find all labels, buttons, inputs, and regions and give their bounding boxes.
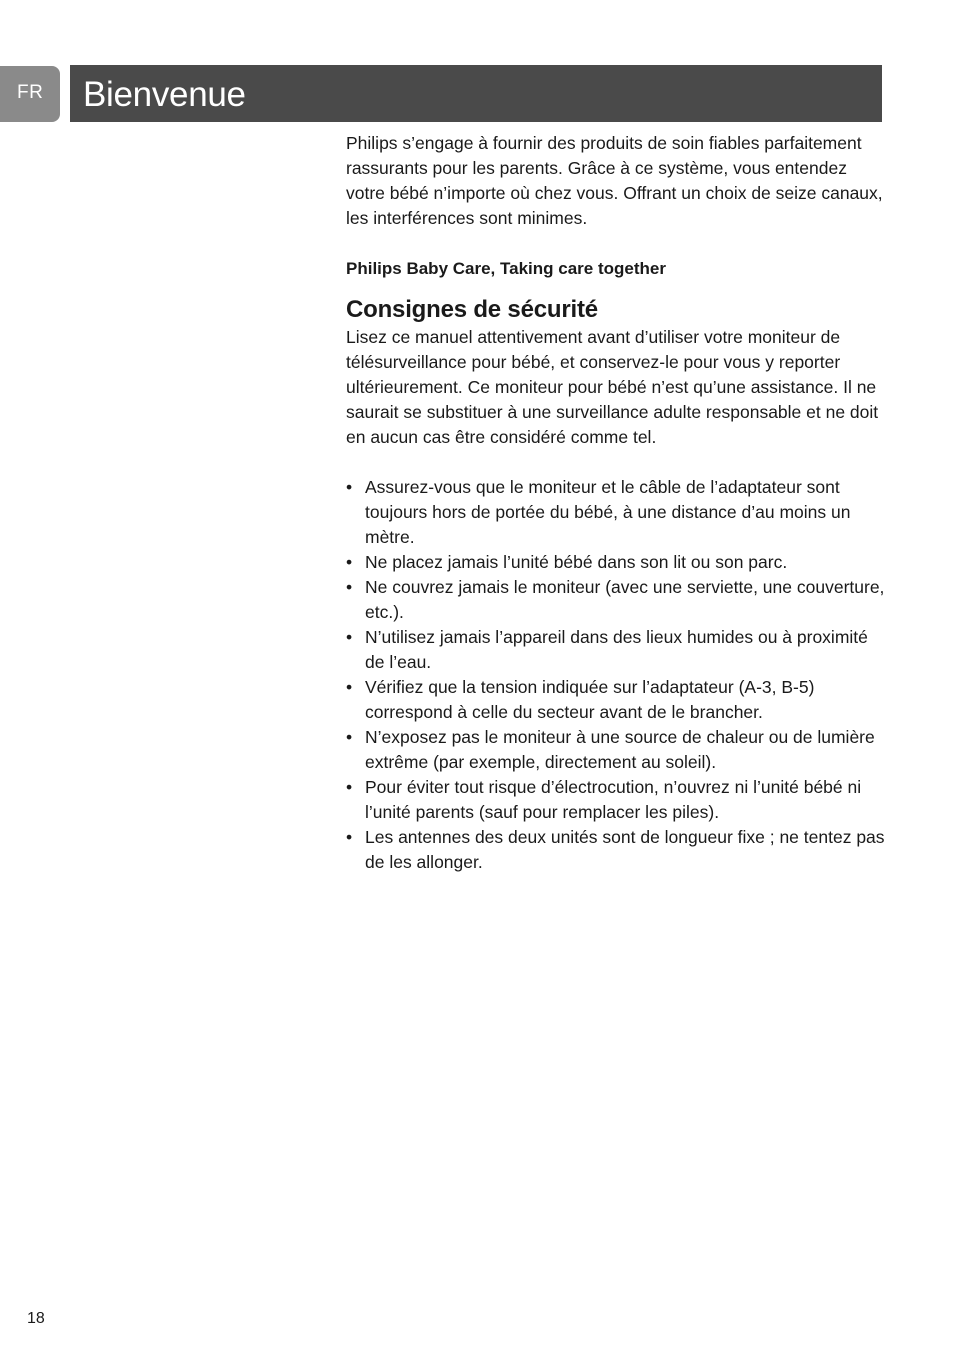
bullet-icon: • (346, 577, 353, 597)
list-item (346, 825, 886, 875)
tagline: Philips Baby Care, Taking care together (346, 259, 666, 278)
section-heading-safety: Consignes de sécurité (346, 296, 598, 323)
bullet-icon: • (346, 677, 353, 697)
bullet-icon: • (346, 727, 353, 747)
safety-list (346, 475, 886, 875)
list-item-text: Ne placez jamais l’unité bébé dans son lit ou son parc. (365, 552, 788, 572)
safety-paragraph: Lisez ce manuel attentivement avant d’utiliser votre moniteur de télésurveillance pour bébé, et conservez-le pour vous y reporter ultérieurement. Ce moniteur pour bébé n’est qu’une assistance. Il ne saurait se substituer à une surveillance adulte responsable et ne doit en aucun cas être considéré comme tel. (346, 327, 879, 447)
list-item (346, 625, 886, 675)
list-item-text: N’utilisez jamais l’appareil dans des lieux humides ou à proximité de l’eau. (365, 627, 868, 672)
list-item-text: Les antennes des deux unités sont de longueur fixe ; ne tentez pas de les allonger. (365, 827, 885, 872)
intro-paragraph: Philips s’engage à fournir des produits de soin fiables parfaitement rassurants pour les parents. Grâce à ce système, vous entendez votre bébé n’importe où chez vous. Offrant un choix de seize canaux, les interférences sont minimes. (346, 133, 883, 228)
main-content (346, 131, 886, 875)
page-title: Bienvenue (83, 75, 246, 114)
page-number: 18 (27, 1310, 45, 1327)
list-item-text: Ne couvrez jamais le moniteur (avec une serviette, une couverture, etc.). (365, 577, 885, 622)
list-item (346, 725, 886, 775)
list-item-text: Vérifiez que la tension indiquée sur l’adaptateur (A-3, B-5) correspond à celle du secteur avant de le brancher. (365, 677, 815, 722)
list-item (346, 675, 886, 725)
list-item-text: N’exposez pas le moniteur à une source de chaleur ou de lumière extrême (par exemple, directement au soleil). (365, 727, 875, 772)
list-item (346, 475, 886, 550)
bullet-icon: • (346, 627, 353, 647)
list-item (346, 575, 886, 625)
bullet-icon: • (346, 827, 353, 847)
language-tab: FR (0, 66, 60, 122)
bullet-icon: • (346, 552, 353, 572)
bullet-icon: • (346, 477, 353, 497)
list-item (346, 775, 886, 825)
list-item (346, 550, 886, 575)
bullet-icon: • (346, 777, 353, 797)
list-item-text: Assurez-vous que le moniteur et le câble de l’adaptateur sont toujours hors de portée du bébé, à une distance d’au moins un mètre. (365, 477, 851, 547)
list-item-text: Pour éviter tout risque d’électrocution, n’ouvrez ni l’unité bébé ni l’unité parents (sauf pour remplacer les piles). (365, 777, 862, 822)
title-bar (70, 65, 882, 122)
